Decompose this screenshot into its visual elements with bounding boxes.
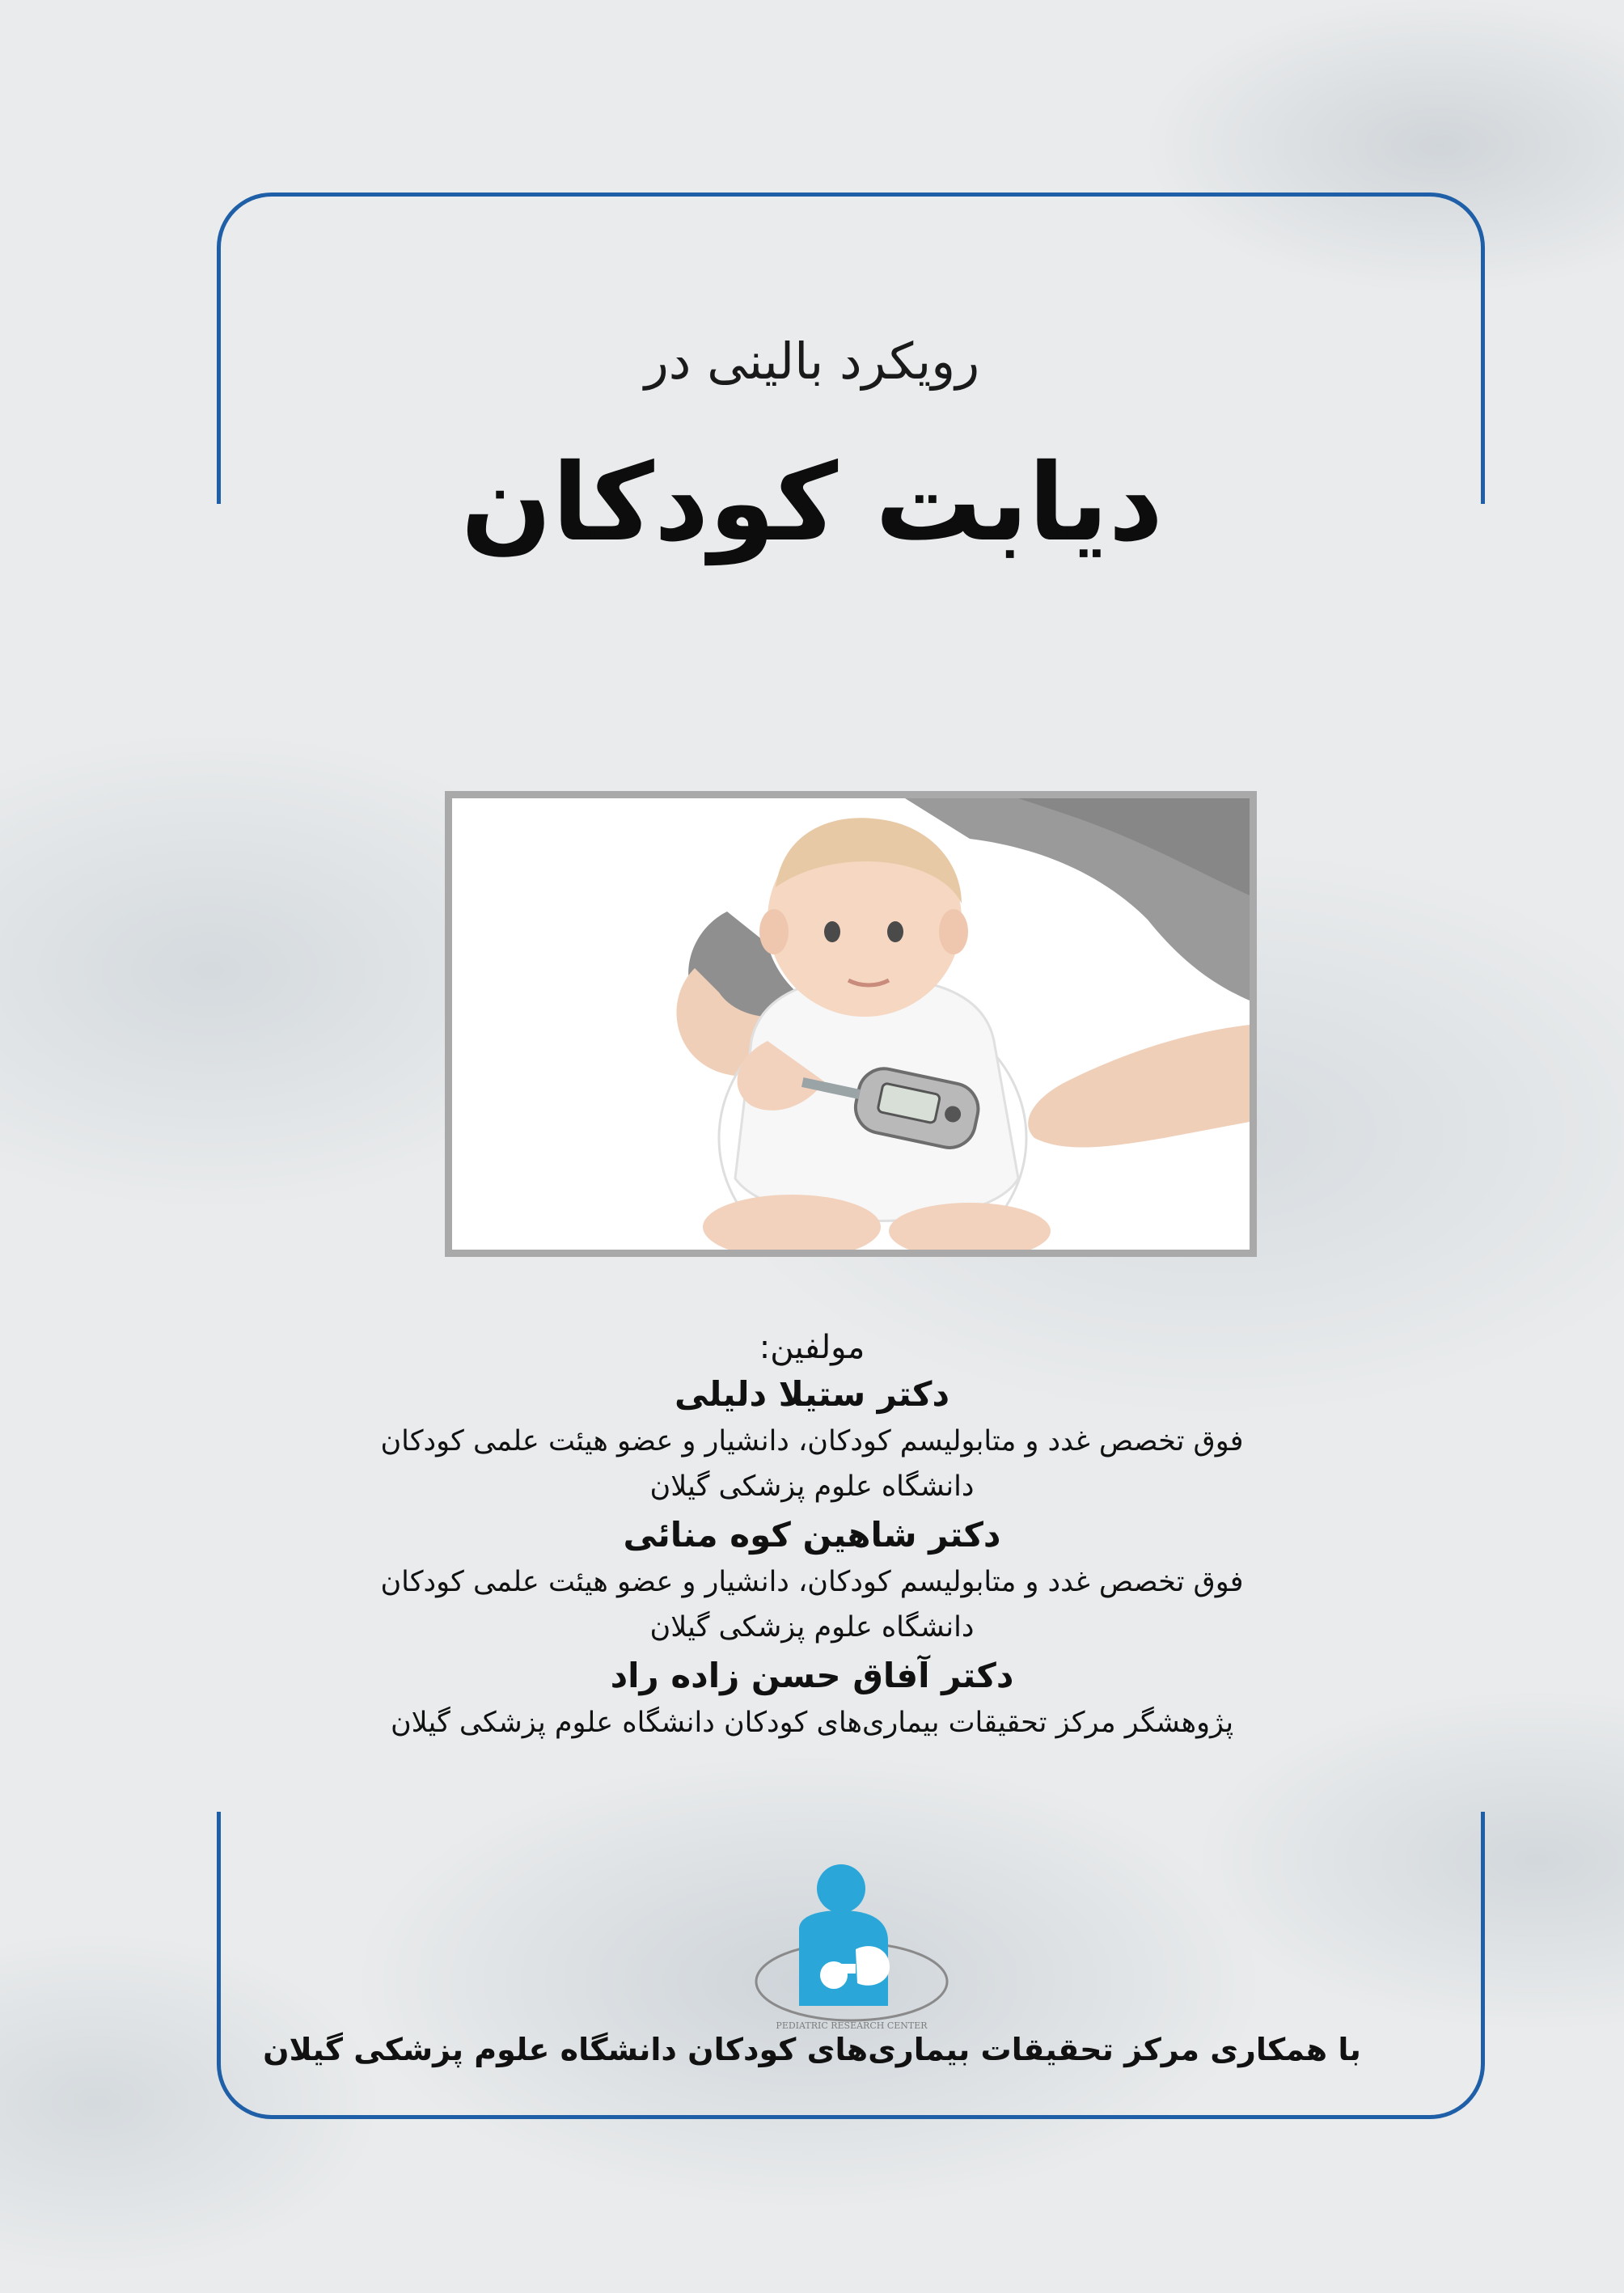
cover-subtitle: رویکرد بالینی در — [644, 332, 980, 391]
author-desc-1-line1: فوق تخصص غدد و متابولیسم کودکان، دانشیار و عضو هیئت علمی کودکان — [380, 1425, 1244, 1457]
author-name-3: دکتر آفاق حسن زاده راد — [610, 1656, 1014, 1695]
author-desc-1-line2: دانشگاه علوم پزشکی گیلان — [649, 1470, 975, 1503]
author-desc-2-line1: فوق تخصص غدد و متابولیسم کودکان، دانشیار و عضو هیئت علمی کودکان — [380, 1566, 1244, 1598]
author-desc-3-line1: پژوهشگر مرکز تحقیقات بیماری‌های کودکان دانشگاه علوم پزشکی گیلان — [390, 1707, 1234, 1739]
cover-photo-baby-glucose-test — [445, 791, 1257, 1257]
mother-child-logo-icon — [751, 1852, 953, 2038]
author-name-1: دکتر ستیلا دلیلی — [674, 1374, 950, 1414]
author-desc-2-line2: دانشگاه علوم پزشکی گیلان — [649, 1611, 975, 1644]
author-name-2: دکتر شاهین کوه منائی — [623, 1515, 1001, 1555]
cover-title: دیابت کودکان — [460, 441, 1164, 565]
authors-section — [243, 1326, 1381, 1745]
authors-label: مولفین: — [759, 1329, 865, 1366]
baby-glucose-illustration — [452, 798, 1250, 1250]
collaboration-note: با همکاری مرکز تحقیقات بیماری‌های کودکان دانشگاه علوم پزشکی گیلان — [263, 2032, 1361, 2067]
logo-caption: PEDIATRIC RESEARCH CENTER — [776, 2020, 928, 2031]
